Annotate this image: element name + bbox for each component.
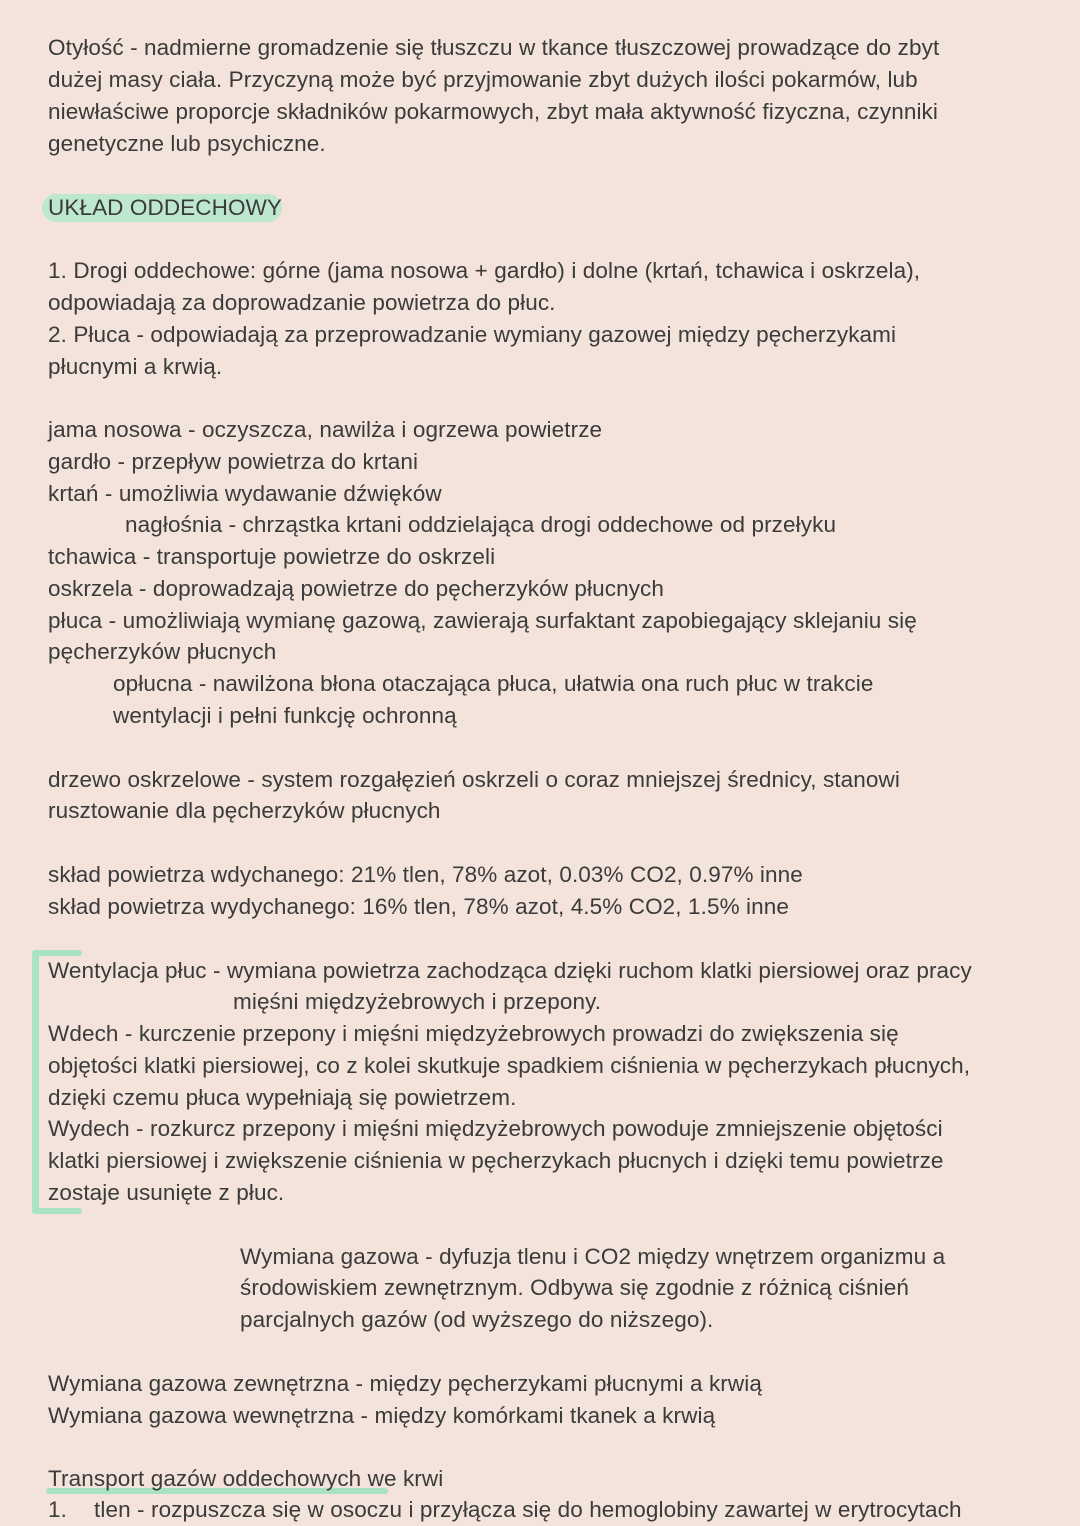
transport-item-number: 1. <box>48 1497 67 1522</box>
organ-line-10: wentylacji i pełni funkcję ochronną <box>113 703 457 728</box>
numbered-line-3: 2. Płuca - odpowiadają za przeprowadzanie wymiany gazowej między pęcherzykami <box>48 322 897 347</box>
transport-heading: Transport gazów oddechowych we krwi <box>48 1466 444 1491</box>
ventilation-line-8: zostaje usunięte z płuc. <box>48 1180 285 1205</box>
ventilation-line-6: Wydech - rozkurcz przepony i mięśni międzyżebrowych powoduje zmniejszenie objętości <box>48 1116 943 1141</box>
organ-line-4: nagłośnia - chrząstka krtani oddzielająca drogi oddechowe od przełyku <box>125 512 837 537</box>
exchange-internal: Wymiana gazowa wewnętrzna - między komórkami tkanek a krwią <box>48 1403 716 1428</box>
numbered-line-1: 1. Drogi oddechowe: górne (jama nosowa + gardło) i dolne (krtań, tchawica i oskrzela), <box>48 258 921 283</box>
obesity-line-3: niewłaściwe proporcje składników pokarmowych, zbyt mała aktywność fizyczna, czynniki <box>48 99 938 124</box>
exchange-line-3: parcjalnych gazów (od wyższego do niższego). <box>240 1307 714 1332</box>
air-inhaled: skład powietrza wdychanego: 21% tlen, 78% azot, 0.03% CO2, 0.97% inne <box>48 862 803 887</box>
organ-line-6: oskrzela - doprowadzają powietrze do pęcherzyków płucnych <box>48 576 665 601</box>
organ-line-1: jama nosowa - oczyszcza, nawilża i ogrzewa powietrze <box>48 417 603 442</box>
tree-line-2: rusztowanie dla pęcherzyków płucnych <box>48 798 441 823</box>
numbered-line-2: odpowiadają za doprowadzanie powietrza do płuc. <box>48 290 556 315</box>
ventilation-line-3: Wdech - kurczenie przepony i mięśni międzyżebrowych prowadzi do zwiększenia się <box>48 1021 899 1046</box>
air-exhaled: skład powietrza wydychanego: 16% tlen, 78% azot, 4.5% CO2, 1.5% inne <box>48 894 789 919</box>
obesity-line-2: dużej masy ciała. Przyczyną może być przyjmowanie zbyt dużych ilości pokarmów, lub <box>48 67 918 92</box>
obesity-line-4: genetyczne lub psychiczne. <box>48 131 326 156</box>
exchange-line-2: środowiskiem zewnętrznym. Odbywa się zgodnie z różnicą ciśnień <box>240 1275 909 1300</box>
ventilation-line-4: objętości klatki piersiowej, co z kolei skutkuje spadkiem ciśnienia w pęcherzykach płucnych, <box>48 1053 971 1078</box>
ventilation-line-2: mięśni międzyżebrowych i przepony. <box>233 989 602 1014</box>
exchange-line-1: Wymiana gazowa - dyfuzja tlenu i CO2 między wnętrzem organizmu a <box>240 1244 946 1269</box>
organ-line-9: opłucna - nawilżona błona otaczająca płuca, ułatwia ona ruch płuc w trakcie <box>113 671 874 696</box>
obesity-line-1: Otyłość - nadmierne gromadzenie się tłuszczu w tkance tłuszczowej prowadzące do zbyt <box>48 35 940 60</box>
ventilation-line-1: Wentylacja płuc - wymiana powietrza zachodząca dzięki ruchom klatki piersiowej oraz pracy <box>48 958 972 983</box>
transport-item-1: tlen - rozpuszcza się w osoczu i przyłącza się do hemoglobiny zawartej w erytrocytach <box>94 1497 962 1522</box>
organ-line-5: tchawica - transportuje powietrze do oskrzeli <box>48 544 496 569</box>
tree-line-1: drzewo oskrzelowe - system rozgałęzień oskrzeli o coraz mniejszej średnicy, stanowi <box>48 767 900 792</box>
organ-line-8: pęcherzyków płucnych <box>48 639 277 664</box>
organ-line-3: krtań - umożliwia wydawanie dźwięków <box>48 481 442 506</box>
exchange-external: Wymiana gazowa zewnętrzna - między pęcherzykami płucnymi a krwią <box>48 1371 762 1396</box>
ventilation-bracket <box>32 952 39 1212</box>
numbered-line-4: płucnymi a krwią. <box>48 354 223 379</box>
section-heading: UKŁAD ODDECHOWY <box>48 195 283 220</box>
organ-line-2: gardło - przepływ powietrza do krtani <box>48 449 419 474</box>
organ-line-7: płuca - umożliwiają wymianę gazową, zawierają surfaktant zapobiegający sklejaniu się <box>48 608 917 633</box>
ventilation-line-5: dzięki czemu płuca wypełniają się powietrzem. <box>48 1085 517 1110</box>
ventilation-line-7: klatki piersiowej i zwiększenie ciśnienia w pęcherzykach płucnych i dzięki temu powietrze <box>48 1148 944 1173</box>
